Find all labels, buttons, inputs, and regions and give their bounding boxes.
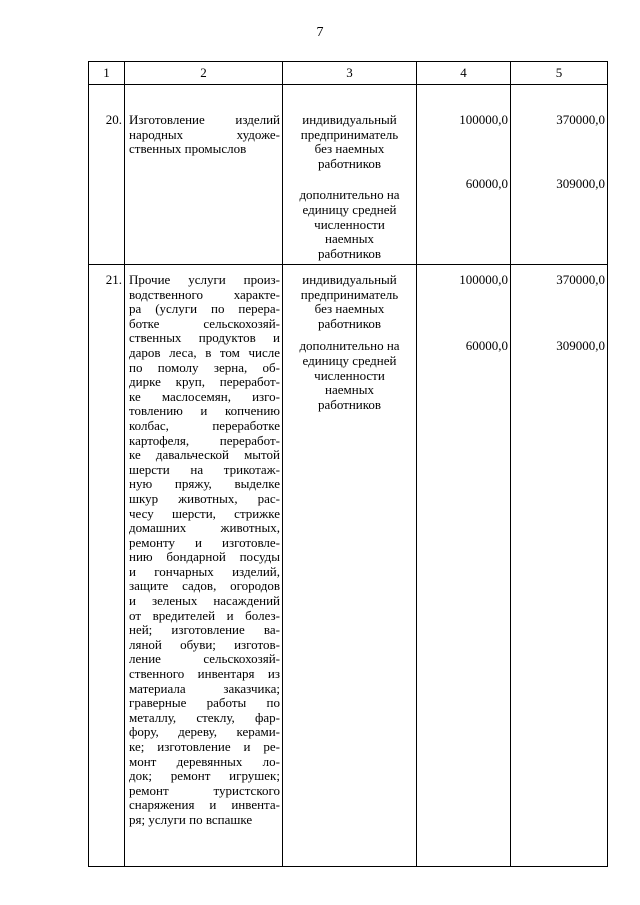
row-category <box>283 265 417 867</box>
row-col5 <box>511 265 608 867</box>
text-line: ственных продуктов и <box>129 330 280 346</box>
text-line: ремонт туристского <box>129 782 280 798</box>
row-description <box>125 265 283 867</box>
text-line: защите садов, огородов <box>129 578 280 594</box>
category-primary <box>283 273 416 331</box>
row-number: 20. <box>89 85 125 265</box>
col4-value-additional: 60000,0 <box>465 337 508 353</box>
text-line: домашних животных, <box>129 520 280 536</box>
text-line: народных художе- <box>129 126 280 142</box>
table-row <box>89 85 608 265</box>
row-number: 21. <box>89 265 125 867</box>
text-line: ней; изготовление ва- <box>129 622 280 638</box>
text-line: шкур животных, рас- <box>129 490 280 506</box>
text-line: предприниматель <box>300 286 399 302</box>
row-col4 <box>417 85 511 265</box>
header-col-3: 3 <box>283 62 417 85</box>
text-line: индивидуальный <box>302 272 397 287</box>
text-line: ке; изготовление и ре- <box>129 739 280 754</box>
text-line: монт деревянных ло- <box>129 753 280 769</box>
row-col5 <box>511 85 608 265</box>
header-col-5: 5 <box>511 62 608 85</box>
text-line: численности <box>314 216 385 232</box>
text-line: единицу средней <box>302 352 397 368</box>
text-line: наемных <box>325 231 374 247</box>
text-line: численности <box>314 367 385 383</box>
text-line: шерсти на трикотаж- <box>129 461 280 477</box>
text-line: нию бондарной посуды <box>129 549 280 565</box>
col4-value-primary: 100000,0 <box>459 272 508 287</box>
category-additional <box>283 188 416 261</box>
text-line: ра (услуги по перера- <box>129 301 280 317</box>
col5-value-additional: 309000,0 <box>556 337 605 353</box>
text-line: фору, дереву, керами- <box>129 724 280 740</box>
text-line: колбас, переработке <box>129 417 280 433</box>
text-line: товлению и копчению <box>129 403 280 419</box>
text-line: ную пряжу, выделке <box>129 476 280 492</box>
text-line: работников <box>317 315 382 331</box>
text-line: даров леса, в том числе <box>129 344 280 360</box>
text-line: индивидуальный <box>302 112 397 127</box>
text-line: граверные работы по <box>129 695 280 711</box>
col5-value-primary: 370000,0 <box>556 272 605 287</box>
text-line: без наемных <box>314 301 385 317</box>
text-line: от вредителей и болез- <box>129 607 280 623</box>
text-line: ственных промыслов <box>129 141 247 157</box>
text-line: материала заказчика; <box>129 680 280 696</box>
text-line: Прочие услуги произ- <box>129 272 280 287</box>
text-line: Изготовление изделий <box>129 112 280 127</box>
row-description <box>125 85 283 265</box>
row-col4 <box>417 265 511 867</box>
text-line: ремонту и изготовле- <box>129 534 280 550</box>
text-line: предприниматель <box>300 126 399 142</box>
text-line: ственного инвентаря из <box>129 666 280 682</box>
text-line: ботке сельскохозяй- <box>129 315 280 331</box>
text-line: и гончарных изделий, <box>129 563 280 579</box>
category-primary <box>283 113 416 171</box>
text-line: ление сельскохозяй- <box>129 651 280 667</box>
text-line: картофеля, переработ- <box>129 432 280 448</box>
tariff-table <box>88 61 608 867</box>
text-line: единицу средней <box>302 201 397 217</box>
text-line: ря; услуги по вспашке <box>129 811 253 827</box>
text-line: дополнительно на <box>299 338 400 354</box>
text-line: по помолу зерна, об- <box>129 359 280 375</box>
col5-value-primary: 370000,0 <box>556 112 605 127</box>
text-line: без наемных <box>314 141 385 157</box>
col5-value-additional: 309000,0 <box>556 175 605 191</box>
header-col-1: 1 <box>89 62 125 85</box>
text-line: чесу шерсти, стрижке <box>129 505 280 521</box>
text-line: ке давальческой мытой <box>129 447 280 463</box>
text-line: дирке круп, переработ- <box>129 374 280 390</box>
table-row <box>89 265 608 867</box>
col4-value-primary: 100000,0 <box>459 112 508 127</box>
row-category <box>283 85 417 265</box>
text-line: ляной обуви; изготов- <box>129 636 280 652</box>
text-line: водственного характе- <box>129 286 280 302</box>
text-line: ке маслосемян, изго- <box>129 388 280 404</box>
text-line: работников <box>317 396 382 412</box>
header-col-4: 4 <box>417 62 511 85</box>
text-line: работников <box>317 155 382 171</box>
header-row <box>89 62 608 85</box>
text-line: металлу, стеклу, фар- <box>129 709 280 725</box>
text-line: снаряжения и инвента- <box>129 797 280 813</box>
category-additional <box>283 339 416 412</box>
text-line: док; ремонт игрушек; <box>129 768 280 784</box>
page-number: 7 <box>316 25 324 40</box>
text-line: наемных <box>325 382 374 398</box>
col4-value-additional: 60000,0 <box>465 175 508 191</box>
text-line: работников <box>317 245 382 261</box>
text-line: дополнительно на <box>299 187 400 203</box>
text-line: и зеленых насаждений <box>129 593 280 609</box>
header-col-2: 2 <box>125 62 283 85</box>
